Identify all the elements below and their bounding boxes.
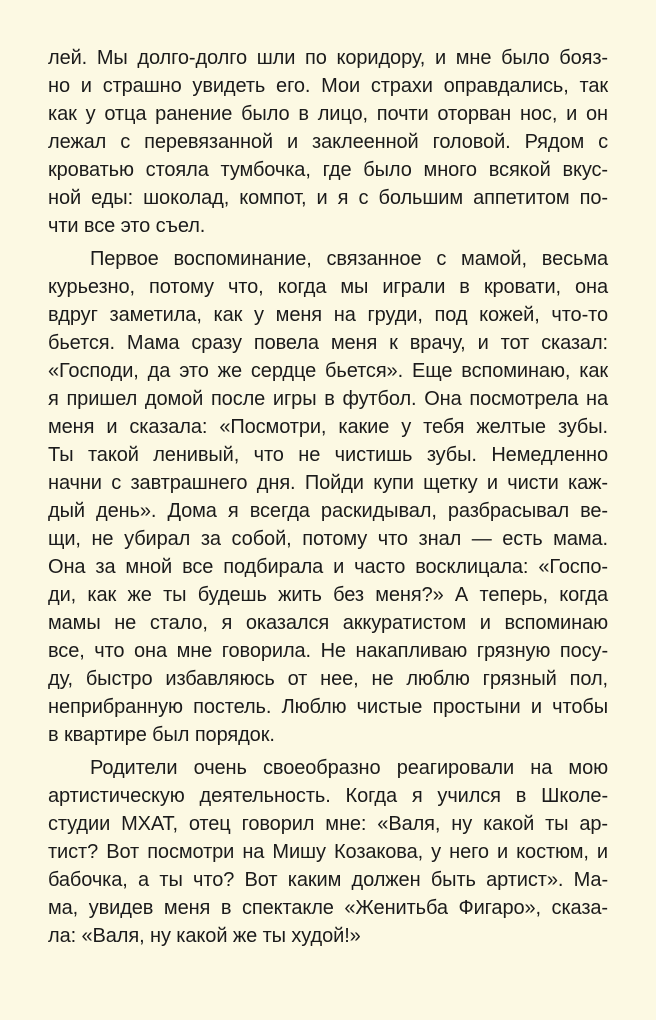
text-line: ной еды: шоколад, компот, и я с большим аппетитом по- xyxy=(48,187,608,209)
text-line: начни с завтрашнего дня. Пойди купи щетку и чисти каж- xyxy=(48,472,608,494)
text-line: меня и сказала: «Посмотри, какие у тебя желтые зубы. xyxy=(48,416,608,438)
text-line: ма, увидев меня в спектакле «Женитьба Фигаро», сказа- xyxy=(48,897,608,919)
paragraph xyxy=(48,754,608,950)
text-line: я пришел домой после игры в футбол. Она посмотрела на xyxy=(48,388,608,410)
text-line: вдруг заметила, как у меня на груди, под кожей, что-то xyxy=(48,304,608,326)
text-line: кроватью стояла тумбочка, где было много всякой вкус- xyxy=(48,159,608,181)
text-line: тист? Вот посмотри на Мишу Козакова, у него и костюм, и xyxy=(48,841,608,863)
text-line: ла: «Валя, ну какой же ты худой!» xyxy=(48,925,361,947)
text-line: студии МХАТ, отец говорил мне: «Валя, ну какой ты ар- xyxy=(48,813,608,835)
paragraph xyxy=(48,44,608,240)
paragraph xyxy=(48,245,608,749)
text-line: щи, не убирал за собой, потому что знал — есть мама. xyxy=(48,528,608,550)
text-line: мамы не стало, я оказался аккуратистом и вспоминаю xyxy=(48,612,608,634)
text-line: бьется. Мама сразу повела меня к врачу, и тот сказал: xyxy=(48,332,608,354)
text-line: ду, быстро избавляюсь от нее, не люблю грязный пол, xyxy=(48,668,608,690)
text-line: в квартире был порядок. xyxy=(48,724,275,746)
text-line: чти все это съел. xyxy=(48,215,206,237)
text-line: Она за мной все подбирала и часто восклицала: «Госпо- xyxy=(48,556,608,578)
text-line: но и страшно увидеть его. Мои страхи оправдались, так xyxy=(48,75,608,97)
text-line: дый день». Дома я всегда раскидывал, разбрасывал ве- xyxy=(48,500,608,522)
text-line: Ты такой ленивый, что не чистишь зубы. Немедленно xyxy=(48,444,608,466)
text-line: курьезно, потому что, когда мы играли в кровати, она xyxy=(48,276,608,298)
text-line: бабочка, а ты что? Вот каким должен быть артист». Ма- xyxy=(48,869,608,891)
text-line: все, что она мне говорила. Не накапливаю грязную посу- xyxy=(48,640,608,662)
text-line: ди, как же ты будешь жить без меня?» А теперь, когда xyxy=(48,584,608,606)
text-line: Первое воспоминание, связанное с мамой, весьма xyxy=(90,248,608,270)
text-line: лежал с перевязанной и заклеенной головой. Рядом с xyxy=(48,131,608,153)
text-line: лей. Мы долго-долго шли по коридору, и мне было бояз- xyxy=(48,47,608,69)
text-line: как у отца ранение было в лицо, почти оторван нос, и он xyxy=(48,103,608,125)
text-line: «Господи, да это же сердце бьется». Еще вспоминаю, как xyxy=(48,360,608,382)
text-line: артистическую деятельность. Когда я учился в Школе- xyxy=(48,785,608,807)
text-line: неприбранную постель. Люблю чистые простыни и чтобы xyxy=(48,696,608,718)
text-line: Родители очень своеобразно реагировали на мою xyxy=(90,757,608,779)
